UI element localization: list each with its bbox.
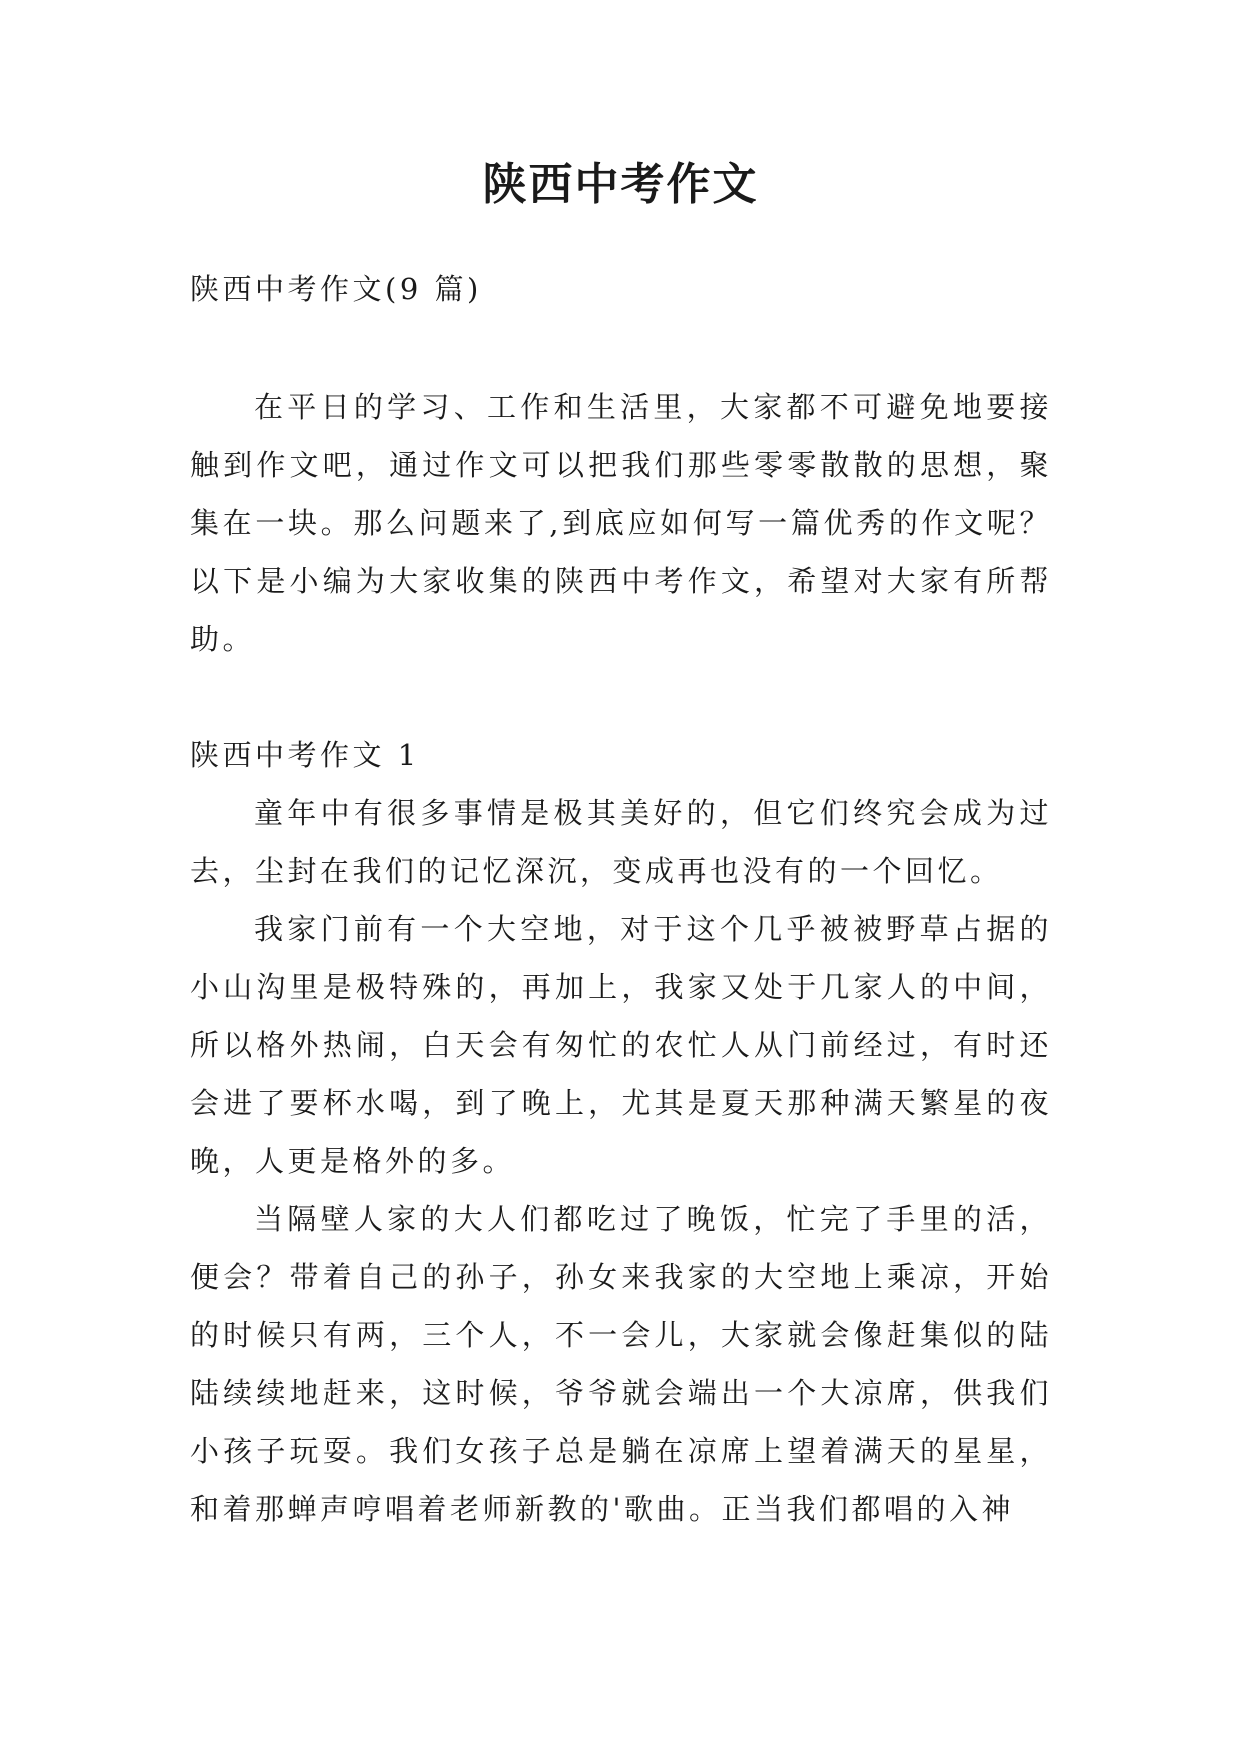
body-paragraph: 童年中有很多事情是极其美好的，但它们终究会成为过去，尘封在我们的记忆深沉，变成再也没有的一个回忆。 [190,796,1052,888]
spacer [190,318,1052,376]
document-title: 陕西中考作文 [482,159,759,210]
intro-paragraph: 在平日的学习、工作和生活里，大家都不可避免地要接触到作文吧，通过作文可以把我们那些零零散散的思想，聚集在一块。那么问题来了,到底应如何写一篇优秀的作文呢？以下是小编为大家收集的陕西中考作文，希望对大家有所帮助。 [190,390,1052,656]
section-heading: 陕西中考作文 1 [190,738,420,772]
document-subtitle: 陕西中考作文(9 篇) [190,272,482,306]
spacer [190,668,1052,726]
document-body [190,260,1052,1538]
body-paragraph: 我家门前有一个大空地，对于这个几乎被被野草占据的小山沟里是极特殊的，再加上，我家又处于几家人的中间，所以格外热闹，白天会有匆忙的农忙人从门前经过，有时还会进了要杯水喝，到了晚上，尤其是夏天那种满天繁星的夜晚，人更是格外的多。 [190,912,1052,1178]
body-paragraph: 当隔壁人家的大人们都吃过了晚饭，忙完了手里的活，便会？带着自己的孙子，孙女来我家的大空地上乘凉，开始的时候只有两，三个人，不一会儿，大家就会像赶集似的陆陆续续地赶来，这时候，爷爷就会端出一个大凉席，供我们小孩子玩耍。我们女孩子总是躺在凉席上望着满天的星星，和着那蝉声哼唱着老师新教的'歌曲。正当我们都唱的入神 [190,1202,1052,1526]
